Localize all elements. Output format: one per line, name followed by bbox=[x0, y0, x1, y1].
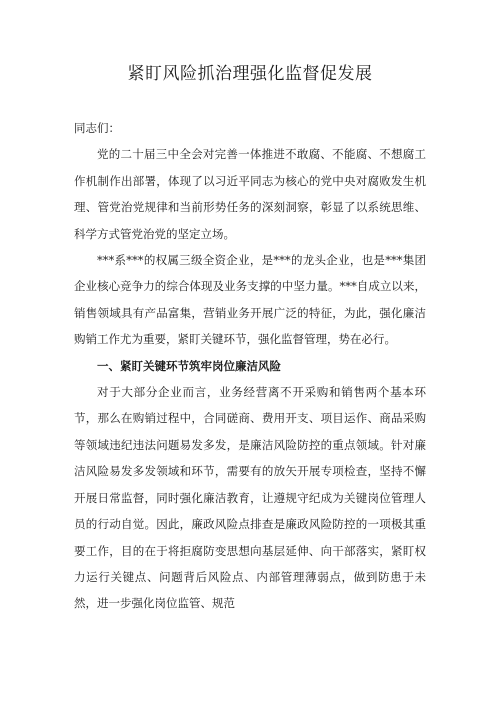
body-paragraph-1: 党的二十届三中全会对完善一体推进不敢腐、不能腐、不想腐工作机制作出部署，体现了以习近平同志为核心的党中央对腐败发生机理、管党治党规律和当前形势任务的深刻洞察，彰显了以系统思维、科学方式管党治党的坚定立场。 bbox=[74, 147, 426, 241]
salutation: 同志们： bbox=[74, 121, 120, 135]
body-paragraph-2: ***系***的权属三级全资企业，是***的龙头企业，也是***集团企业核心竞争力的综合体现及业务支撑的中坚力量。***自成立以来，销售领域具有产品富集，营销业务开展广泛的特征，为此，强化廉洁购销工作尤为重要，紧盯关键环节，强化监督管理，势在必行。 bbox=[74, 253, 426, 347]
document-body bbox=[74, 115, 426, 617]
section-heading: 一、紧盯关键环节筑牢岗位廉洁风险 bbox=[97, 358, 281, 373]
section-paragraph-1: 对于大部分企业而言，业务经营离不开采购和销售两个基本环节，那么在购销过程中，合同磋商、费用开支、项目运作、商品采购等领域违纪违法问题易发多发，是廉洁风险防控的重点领域。针对廉洁风险易发多发领域和环节，需要有的放矢开展专项检查，坚持不懈开展日常监督，同时强化廉洁教育，让遵规守纪成为关键岗位管理人员的行动自觉。因此，廉政风险点排查是廉政风险防控的一项极其重要工作，目的在于将拒腐防变思想向基层延伸、向干部落实，紧盯权力运行关键点、问题背后风险点、内部管理薄弱点，做到防患于未然，进一步强化岗位监管、规范 bbox=[74, 385, 426, 611]
document-title: 紧盯风险抓治理强化监督促发展 bbox=[127, 64, 373, 84]
